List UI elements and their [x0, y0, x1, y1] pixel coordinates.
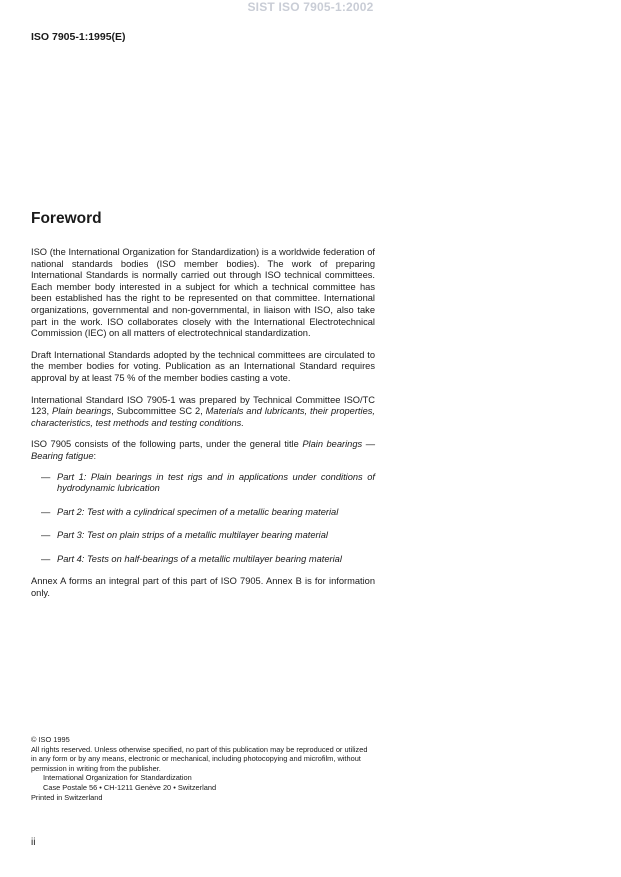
- paragraph-iso-intro: ISO (the International Organization for Standardization) is a worldwide federation of national standards bodies (ISO member bodies). The work of preparing International Standards is normally carried out through ISO technical committees. Each member body interested in a subject for which a technical committee has been established has the right to be represented on that committee. International organizations, governmental and non-governmental, in liaison with ISO, also take part in the work. ISO collaborates closely with the International Electrotechnical Commission (IEC) on all matters of electrotechnical standardization.: [31, 247, 375, 339]
- prep-text-c: , Subcommittee SC 2,: [111, 406, 206, 417]
- copyright-line: © ISO 1995: [31, 735, 70, 744]
- list-item: [31, 530, 375, 542]
- parts-intro-title: Plain bearings — Bearing fatigue: [31, 439, 375, 461]
- parts-intro-c: :: [93, 450, 97, 461]
- parts-intro-a: ISO 7905 consists of the following parts, under the general title: [31, 439, 303, 450]
- dash-marker: —: [41, 530, 51, 541]
- section-title: Foreword: [31, 210, 102, 227]
- organization-address: Case Postale 56 • CH-1211 Genève 20 • Switzerland: [43, 782, 217, 792]
- parts-list: [31, 472, 375, 566]
- paragraph-preparation: [31, 395, 375, 430]
- dash-marker: —: [41, 553, 51, 564]
- part-text: Part 2: Test with a cylindrical specimen of a metallic bearing material: [57, 506, 339, 517]
- paragraph-parts-intro: [31, 439, 375, 462]
- watermark: SIST ISO 7905-1:2002: [247, 0, 374, 14]
- part-text: Part 3: Test on plain strips of a metallic multilayer bearing material: [57, 530, 328, 541]
- prep-text-materials: Materials and lubricants, their properties, characteristics, test methods and testing conditions.: [31, 406, 375, 428]
- prep-text-a: International Standard ISO 7905-1 was prepared by Technical Committee ISO/TC 123,: [31, 394, 375, 417]
- list-item: [31, 554, 375, 566]
- part-text: Part 1: Plain bearings in test rigs and in applications under conditions of hydrodynamic lubrication: [57, 471, 375, 494]
- organization-name: International Organization for Standardization: [43, 773, 192, 783]
- prep-text-plain-bearings: Plain bearings: [52, 406, 112, 417]
- document-id: ISO 7905-1:1995(E): [31, 31, 126, 43]
- paragraph-draft-standards: Draft International Standards adopted by the technical committees are circulated to the member bodies for voting. Publication as an International Standard requires approval by at least 75 % of the member bodies casting a vote.: [31, 349, 375, 383]
- printed-in: Printed in Switzerland: [31, 792, 103, 802]
- paragraph-annexes: Annex A forms an integral part of this part of ISO 7905. Annex B is for information only.: [31, 576, 375, 599]
- part-text: Part 4: Tests on half-bearings of a metallic multilayer bearing material: [57, 553, 342, 564]
- copyright-block: [31, 735, 375, 802]
- page-number: ii: [31, 837, 36, 848]
- dash-marker: —: [41, 471, 51, 482]
- dash-marker: —: [41, 506, 51, 517]
- foreword-body: [31, 247, 375, 600]
- list-item: [31, 507, 375, 519]
- list-item: [31, 472, 375, 495]
- rights-statement: All rights reserved. Unless otherwise specified, no part of this publication may be reproduced or utilized in any form or by any means, electronic or mechanical, including photocopying and microfilm, without permission in writing from the publisher.: [31, 744, 368, 773]
